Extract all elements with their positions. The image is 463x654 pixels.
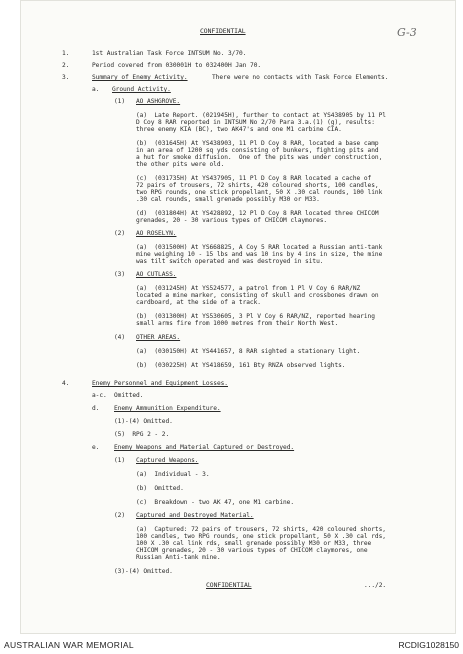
- text-line-p1c3: two RPG rounds, one stick propellant, 50 X .30 cal rounds, 100 link: [136, 189, 383, 196]
- text-line-p2: (2): [114, 230, 126, 237]
- text-line-n2: 2.: [62, 62, 70, 69]
- text-line-t2: Period covered from 030001H to 032400H Jan 70.: [92, 62, 262, 69]
- text-line-e1: (1): [114, 457, 126, 464]
- page-continuation: .../2.: [364, 582, 387, 589]
- text-line-p3: (3): [114, 271, 126, 278]
- text-line-p2a2: mine weighing 10 - 15 lbs and was 10 ins by 4 ins in size, the mine: [136, 251, 383, 258]
- text-line-p2a1: (a) (031500H) At YS668825, A Coy 5 RAR located a Russian anti-tank: [136, 244, 383, 251]
- text-line-a: a.: [92, 86, 100, 93]
- text-line-p1a3: three enemy KIA (BC), two AK47's and one M1 carbine CIA.: [136, 126, 342, 133]
- text-line-p4a: (a) (030150H) At YS441657, 8 RAR sighted a stationary light.: [136, 348, 361, 355]
- classification-header: CONFIDENTIAL: [200, 27, 246, 35]
- handwritten-reference: G-3: [397, 26, 417, 39]
- text-line-p1b2: in an area of 1200 sq yds consisting of bunkers, fighting pits and: [136, 147, 379, 154]
- text-line-p2h: AO ROSELYN.: [136, 230, 177, 237]
- text-line-ga: Ground Activity.: [112, 86, 171, 93]
- text-line-e2a2: 100 candles, two RPG rounds, one stick propellant, 50 X .30 cal rds,: [136, 533, 386, 540]
- text-line-n4: 4.: [62, 380, 70, 387]
- text-line-p4b: (b) (030225H) At YS418659, 161 Bty RNZA observed lights.: [136, 362, 346, 369]
- text-line-n3: 3.: [62, 74, 70, 81]
- text-line-p4: (4): [114, 334, 126, 341]
- text-line-d5: (5) RPG 2 - 2.: [114, 431, 170, 438]
- classification-footer: CONFIDENTIAL: [206, 581, 252, 589]
- text-line-t3b: There were no contacts with Task Force Elements.: [212, 74, 389, 81]
- text-line-p1a2: D Coy 8 RAR reported in INTSUM No 2/70 Para 3.a.(1) (g), results:: [136, 119, 375, 126]
- text-line-e2a5: Russian Anti-tank mine.: [136, 554, 221, 561]
- archive-footer: [0, 634, 463, 654]
- text-line-p3b1: (b) (031300H) At YS530605, 3 Pl V Coy 6 RAR/NZ, reported hearing: [136, 313, 375, 320]
- text-line-e2a4: CHICOM grenades, 20 - 30 various types of CHICOM claymores, one: [136, 547, 368, 554]
- text-line-acv: Omitted.: [114, 392, 144, 399]
- text-line-p1b4: the other pits were old.: [136, 161, 225, 168]
- text-line-d14: (1)-(4) Omitted.: [114, 418, 173, 425]
- text-line-e2: (2): [114, 512, 126, 519]
- text-line-p3a2: located a mine marker, consisting of skull and crossbones drawn on: [136, 292, 379, 299]
- text-line-e2a1: (a) Captured: 72 pairs of trousers, 72 shirts, 420 coloured shorts,: [136, 526, 386, 533]
- text-line-e2h: Captured and Destroyed Material.: [136, 512, 254, 519]
- text-line-p3a3: cardboard, at the side of a track.: [136, 299, 261, 306]
- text-line-p3b2: small arms fire from 1000 metres from their North West.: [136, 320, 339, 327]
- text-line-e1a: (a) Individual - 3.: [136, 471, 210, 478]
- text-line-p2a3: was tilt switch operated and was destroyed in situ.: [136, 258, 324, 265]
- text-line-t1: 1st Australian Task Force INTSUM No. 3/70.: [92, 50, 247, 57]
- text-line-p1c2: 72 pairs of trousers, 72 shirts, 420 coloured shorts, 100 candles,: [136, 182, 379, 189]
- document-page: [20, 0, 456, 634]
- text-line-p1h: AO ASHGROVE.: [136, 98, 181, 105]
- text-line-e1h: Captured Weapons.: [136, 457, 199, 464]
- text-line-n1: 1.: [62, 50, 70, 57]
- text-line-eh: Enemy Weapons and Material Captured or Destroyed.: [114, 444, 295, 451]
- text-line-d: d.: [92, 405, 100, 412]
- text-line-p1d1: (d) (031804H) At YS428892, 12 Pl D Coy 8 RAR located three CHICOM: [136, 210, 379, 217]
- archive-name: AUSTRALIAN WAR MEMORIAL: [4, 640, 134, 650]
- text-line-p1d2: grenades, 20 - 30 various types of CHICOM claymores.: [136, 217, 328, 224]
- archive-record-id: RCDIG1028150: [398, 640, 459, 650]
- text-line-p1: (1): [114, 98, 126, 105]
- text-line-ac: a-c.: [92, 392, 107, 399]
- text-line-t3a: Summary of Enemy Activity.: [92, 74, 188, 81]
- text-line-e34: (3)-(4) Omitted.: [114, 568, 173, 575]
- text-line-p1c1: (c) (031735H) At YS437905, 11 Pl D Coy 8 RAR located a cache of: [136, 175, 372, 182]
- text-line-e1c: (c) Breakdown - two AK 47, one M1 carbine.: [136, 499, 295, 506]
- text-line-p1b1: (b) (031645H) At YS438903, 11 Pl D Coy 8 RAR, located a base camp: [136, 140, 379, 147]
- text-line-p3a1: (a) (031245H) At YS524577, a patrol from 1 Pl V Coy 6 RAR/NZ: [136, 285, 361, 292]
- text-line-e2a3: 100 X .30 cal link rds, small grenade possibly M30 or M33, three: [136, 540, 372, 547]
- text-line-dh: Enemy Ammunition Expenditure.: [114, 405, 221, 412]
- text-line-e1b: (b) Omitted.: [136, 485, 184, 492]
- text-line-p4h: OTHER AREAS.: [136, 334, 181, 341]
- text-line-p1a1: (a) Late Report. (021945H), further to contact at YS438905 by 11 Pl: [136, 112, 386, 119]
- text-line-p3h: AO CUTLASS.: [136, 271, 177, 278]
- text-line-p1b3: a hut for smoke diffusion. One of the pits was under construction,: [136, 154, 383, 161]
- text-line-e: e.: [92, 444, 100, 451]
- text-line-t4: Enemy Personnel and Equipment Losses.: [92, 380, 228, 387]
- text-line-p1c4: .30 cal rounds, small grenade possibly M30 or M33.: [136, 196, 320, 203]
